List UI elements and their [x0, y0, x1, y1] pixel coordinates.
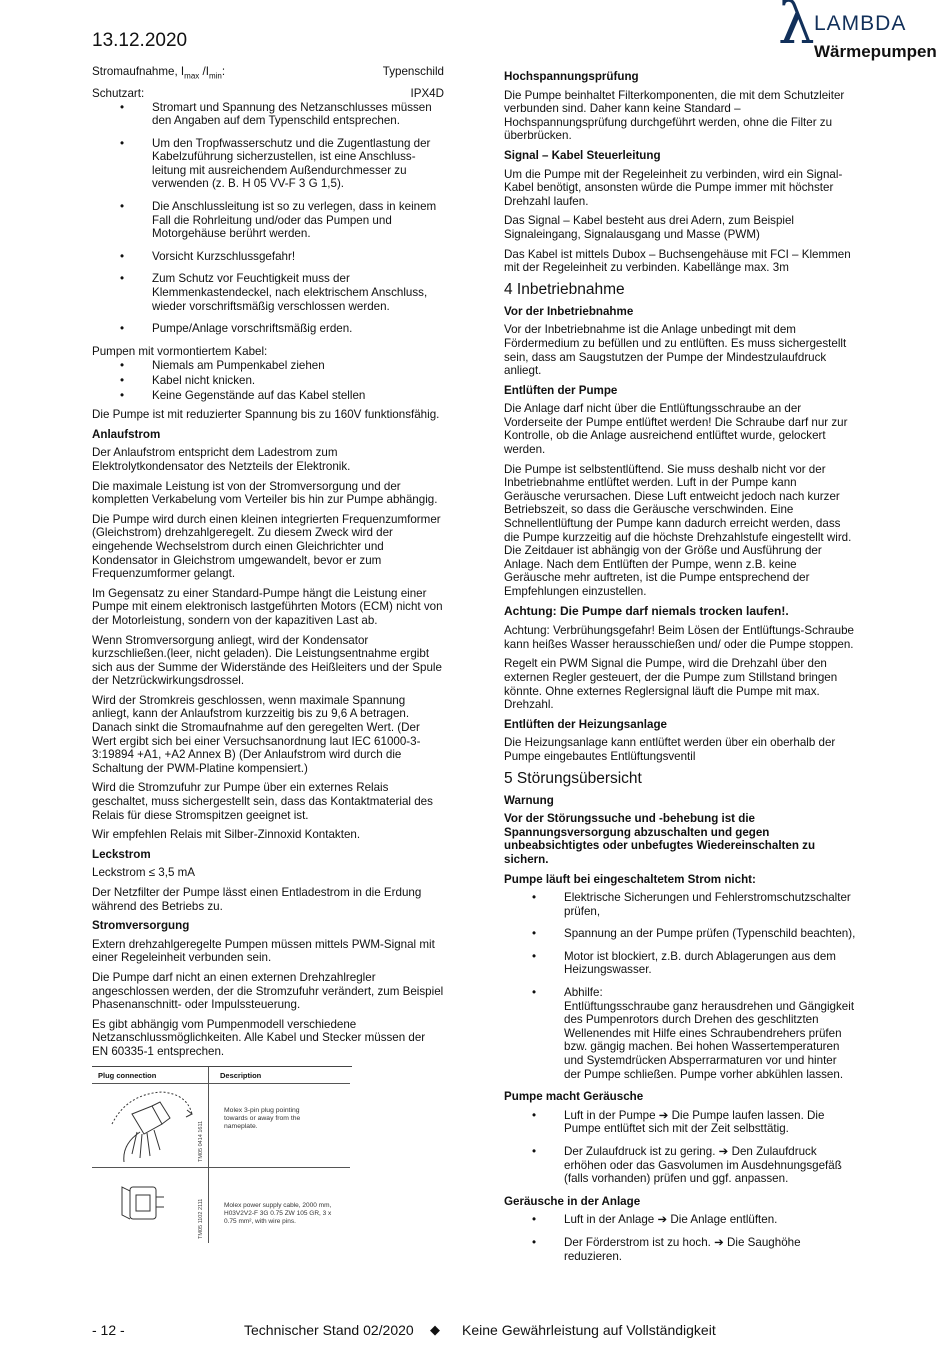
protection-row [92, 87, 444, 101]
warning-dry-run: Achtung: Die Pumpe darf niemals trocken laufen!. [504, 603, 789, 618]
figure-row-divider [92, 1167, 350, 1168]
paragraph: Extern drehzahlgeregelte Pumpen müssen mittels PWM-Signal mit einer Regeleinheit verbunden sein. [92, 937, 435, 965]
figure-header [92, 1067, 350, 1084]
paragraph: Es gibt abhängig vom Pumpenmodell verschiedene Netzanschlussmöglichkeiten. Alle Kabel und Stecker müssen der EN 60335-1 entsprechen. [92, 1017, 426, 1058]
warning-scald: Achtung: Verbrühungsgefahr! Beim Lösen der Entlüftungs-Schraube kann heißes Wasser herausschießen und/ oder die Pumpe stoppen. [504, 624, 854, 651]
leakage-text: Der Netzfilter der Pumpe lässt einen Entladestrom in die Erdung während des Betriebs zu. [92, 886, 422, 913]
list-item: • Der Zulaufdruck ist zu gering. ➔ Den Zulaufdruck erhöhen oder das Gasvolumen im Ausdehnungsgefäß (falls vorhanden) prüfen und ggf. anpassen. [504, 1145, 856, 1186]
current-value: Typenschild [382, 65, 444, 78]
heading-entlueften-pumpe: Entlüften der Pumpe [504, 383, 618, 397]
leakage-value: Leckstrom ≤ 3,5 mA [92, 866, 196, 880]
list-item: • Pumpe/Anlage vorschriftsmäßig erden. [92, 322, 444, 336]
paragraph: Die Pumpe wird durch einen kleinen integrierten Frequenzumformer (Gleichstrom) drehzahlgeregelt. Zu diesem Zweck wird der eingehende Wechselstrom durch einen Gleichrichter und Kondensator in Gleichstrom umgewandelt, bevor er zum Frequenzumformer gelangt. [92, 512, 441, 581]
cable-list [92, 359, 444, 402]
document-date: 13.12.2020 [92, 30, 188, 51]
entlueften-section [504, 402, 856, 598]
heading-anlaufstrom: Anlaufstrom [92, 427, 161, 441]
protection-label: Schutzart: [92, 86, 145, 100]
paragraph: Der Anlaufstrom entspricht dem Ladestrom zum Elektrolytkondensator des Netzteils der Elektronik. [92, 446, 351, 473]
hochspannung-text: Die Pumpe beinhaltet Filterkomponenten, die mit dem Schutzleiter verbunden sind. Daher kann keine Standard – Hochspannungsprüfung durchgeführt werden, ohne die Filter zu überbrücken. [504, 88, 845, 143]
heading-leckstrom: Leckstrom [92, 847, 151, 861]
reduced-voltage-text: Die Pumpe ist mit reduzierter Spannung bis zu 160V funktionsfähig. [92, 408, 440, 422]
paragraph: Um die Pumpe mit der Regeleinheit zu verbinden, wird ein Signal-Kabel benötigt, ansonsten würde die Pumpe immer mit höchster Drehzahl laufen. [504, 167, 843, 208]
protection-value: IPX4D [410, 86, 444, 100]
logo-brand: LAMBDA [814, 12, 907, 35]
paragraph: Wenn Stromversorgung anliegt, wird der Kondensator kurzschließen.(leer, nicht geladen). Die Leistungsentnahme ergibt sich aus der Summe der Widerstände des Heißleiters und der Spule der Netzrückwirkungsdrossel. [92, 633, 442, 688]
figure-col-plug: Plug connection [98, 1071, 157, 1080]
list-item: • Luft in der Pumpe ➔ Die Pumpe laufen lassen. Die Pumpe entlüftet sich mit der Zeit selbsttätig. [504, 1109, 856, 1136]
paragraph: Die Anlage darf nicht über die Entlüftungsschraube an der Vorderseite der Pumpe entlüftet werden! Die Schraube darf nur zur Kontrolle, ob die Anlage ausreichend entlüftet wurde, gelockert werden. [504, 402, 848, 457]
right-column [504, 70, 856, 1272]
paragraph: Die Pumpe darf nicht an einen externen Drehzahlregler angeschlossen werden, der die Stromzufuhr verändert, zum Beispiel Phasenanschnitt- oder Impulssteuerung. [92, 970, 444, 1012]
vor-text: Vor der Inbetriebnahme ist die Anlage unbedingt mit dem Fördermedium zu befüllen und zu entlüften. Es muss sichergestellt sein, dass am Saugstutzen der Pumpe der Mindestzulaufdruck anliegt. [504, 323, 847, 378]
precabled-title: Pumpen mit vormontiertem Kabel: [92, 344, 268, 358]
logo-subtitle: Wärmepumpen [814, 42, 937, 61]
heading-vor-inbetriebnahme: Vor der Inbetriebnahme [504, 304, 634, 318]
current-row [92, 65, 444, 83]
figure-code-1: TM05 0414 1611 [198, 1120, 204, 1162]
current-label: Stromaufnahme, $I_{max}$ $/I_{min}$: [92, 65, 226, 81]
not-running-list [504, 891, 856, 1081]
safety-list [92, 101, 444, 336]
paragraph: Wir empfehlen Relais mit Silber-Zinnoxid Kontakten. [92, 828, 361, 842]
power-section [92, 938, 444, 1059]
figure-desc-2: Molex power supply cable, 2000 mm, H03V2V2-F 3G 0.75 ZW 105 GR, 3 x 0.75 mm², with wire pins. [224, 1202, 332, 1225]
list-item: • Stromart und Spannung des Netzanschlusses müssen den Angaben auf dem Typenschild entsprechen. [92, 101, 444, 128]
page-number: - 12 - [92, 1322, 125, 1338]
list-item: • Abhilfe: Entlüftungsschraube ganz herausdrehen und Gängigkeit des Pumpenrotors durch Drehen des geschlitzten Wellenendes mit Hilfe eines Schraubendrehers prüfen bzw. gängig machen. Bei hohen Wassertemperaturen und Systemdrücken Absperrarmaturen vor und hinter der Pumpe schließen. Pumpe vorher abkühlen lassen. [504, 986, 856, 1081]
pump-noise-list [504, 1109, 856, 1186]
signal-section [504, 168, 856, 275]
lambda-logo [778, 0, 946, 68]
footer-diamond: ◆ [430, 1322, 440, 1337]
paragraph: Das Kabel ist mittels Dubox – Buchsengehäuse mit FCI – Klemmen mit der Regeleinheit zu verbinden. Kabellänge max. 3m [504, 247, 851, 275]
heading-entlueften-heizung: Entlüften der Heizungsanlage [504, 717, 667, 731]
list-item: • Luft in der Anlage ➔ Die Anlage entlüften. [504, 1213, 856, 1227]
list-item: • Vorsicht Kurzschlussgefahr! [92, 250, 444, 264]
figure-desc-1: Molex 3-pin plug pointing towards or away from the nameplate. [224, 1107, 301, 1130]
pwm-text: Regelt ein PWM Signal die Pumpe, wird die Drehzahl über den externen Regler gesteuert, der die Pumpe zum Stillstand bringen könnte. Ohne externes Reglersignal läuft die Pumpe mit max. Drehzahl. [504, 657, 838, 712]
heading-stromversorgung: Stromversorgung [92, 919, 190, 933]
warnung-text: Vor der Störungssuche und -behebung ist die Spannungsversorgung abzuschalten und gegen unbeabsichtigtes oder unbefugtes Wiedereinschalten zu sichern. [504, 812, 816, 866]
system-noise-list [504, 1213, 856, 1263]
list-item: • Die Anschlussleitung ist so zu verlegen, dass in keinem Fall die Rohrleitung und/oder das Pumpen und Motorgehäuse berührt werden. [92, 200, 444, 241]
list-item: • Kabel nicht knicken. [92, 374, 444, 388]
figure-divider [208, 1067, 209, 1243]
list-item: • Niemals am Pumpenkabel ziehen [92, 359, 444, 373]
plug-connection-figure [92, 1066, 352, 1245]
heizung-text: Die Heizungsanlage kann entlüftet werden über ein oberhalb der Pumpe eingebautes Entlüftungsventil [504, 736, 836, 763]
paragraph: Das Signal – Kabel besteht aus drei Adern, zum Beispiel Signaleingang, Signalausgang und Masse (PWM) [504, 214, 795, 241]
footer-stand: Technischer Stand 02/2020 [244, 1322, 414, 1338]
heading-signal: Signal – Kabel Steuerleitung [504, 148, 661, 162]
heading-system-noise: Geräusche in der Anlage [504, 1194, 641, 1208]
anlauf-section [92, 446, 444, 841]
heading-stoerungen: 5 Störungsübersicht [504, 769, 642, 787]
list-item: • Spannung an der Pumpe prüfen (Typenschild beachten), [504, 927, 856, 941]
list-item: • Der Förderstrom ist zu hoch. ➔ Die Saughöhe reduzieren. [504, 1236, 856, 1263]
list-item: • Motor ist blockiert, z.B. durch Ablagerungen aus dem Heizungswasser. [504, 950, 856, 977]
list-item: • Zum Schutz vor Feuchtigkeit muss der Klemmenkastendeckel, nach elektrischem Anschluss, wieder vorschriftsmäßig verschlossen werden. [92, 272, 444, 313]
list-item: • Keine Gegenstände auf das Kabel stellen [92, 389, 444, 403]
paragraph: Wird die Stromzufuhr zur Pumpe über ein externes Relais geschaltet, muss sichergestellt sein, dass das Kontaktmaterial des Relais für diese Stromspitzen geeignet ist. [92, 781, 433, 822]
heading-hochspannung: Hochspannungsprüfung [504, 70, 639, 83]
heading-pump-noise: Pumpe macht Geräusche [504, 1090, 644, 1104]
lambda-symbol: λ [778, 0, 815, 57]
figure-col-description: Description [220, 1071, 262, 1080]
molex-plug-illustration [92, 1084, 207, 1166]
list-item: • Elektrische Sicherungen und Fehlerstromschutzschalter prüfen, [504, 891, 856, 918]
footer-note: Keine Gewährleistung auf Vollständigkeit [462, 1322, 716, 1338]
paragraph: Die maximale Leistung ist von der Stromversorgung und der kompletten Verkabelung vom Verteiler bis hin zur Pumpe abhängig. [92, 479, 438, 507]
left-column [92, 65, 444, 1065]
paragraph: Die Pumpe ist selbstentlüftend. Sie muss deshalb nicht vor der Inbetriebnahme entlüftet werden. Luft in der Pumpe kann Geräusche verursachen. Diese Luft entweicht jedoch nach kurzer Betriebszeit, so dass die Geräusche verschwinden. Eine Schnellentlüftung der Pumpe kann dadurch erreicht werden, dass die Pumpe kurzzeitig auf die höchste Drehzahlstufe eingestellt wird. Die Zeitdauer ist abhängig von der Größe und Ausführung der Anlage. Nach dem Entlüften der Pumpe, wenn z.B. keine Geräusche mehr auftreten, ist die Pumpe entsprechend der Empfehlungen einzustellen. [504, 462, 852, 598]
figure-code-2: TM05 1102 2111 [198, 1198, 204, 1239]
heading-pump-not-running: Pumpe läuft bei eingeschaltetem Strom nicht: [504, 872, 756, 886]
power-cable-illustration [102, 1177, 202, 1237]
heading-inbetriebnahme: 4 Inbetriebnahme [504, 280, 625, 298]
heading-warnung: Warnung [504, 793, 554, 807]
paragraph: Im Gegensatz zu einer Standard-Pumpe hängt die Leistung einer Pumpe mit einem elektronisch lastgeführten Motors (ECM) nicht von der Motorleistung, sondern von der kapazitiven Last ab. [92, 586, 443, 627]
paragraph: Wird der Stromkreis geschlossen, wenn maximale Spannung anliegt, kann der Anlaufstrom kurzzeitig bis zu 9,6 A betragen. Danach sinkt die Stromaufnahme auf den geregelten Wert. (Der Wert ergibt sich bei einer Versuchsanordnung laut IEC 61000-3-3:19894 +A1, +A2 Annex B) (Der Anlaufstrom wird durch die Schaltung der PWM-Platine kompensiert.) [92, 693, 421, 775]
list-item: • Um den Tropfwasserschutz und die Zugentlastung der Kabelzuführung sicherzustellen, ist eine Anschluss-leitung mit ausreichendem Außendurchmesser zu verwenden (z. B. H 05 VV-F 3 G 1,5). [92, 137, 444, 191]
